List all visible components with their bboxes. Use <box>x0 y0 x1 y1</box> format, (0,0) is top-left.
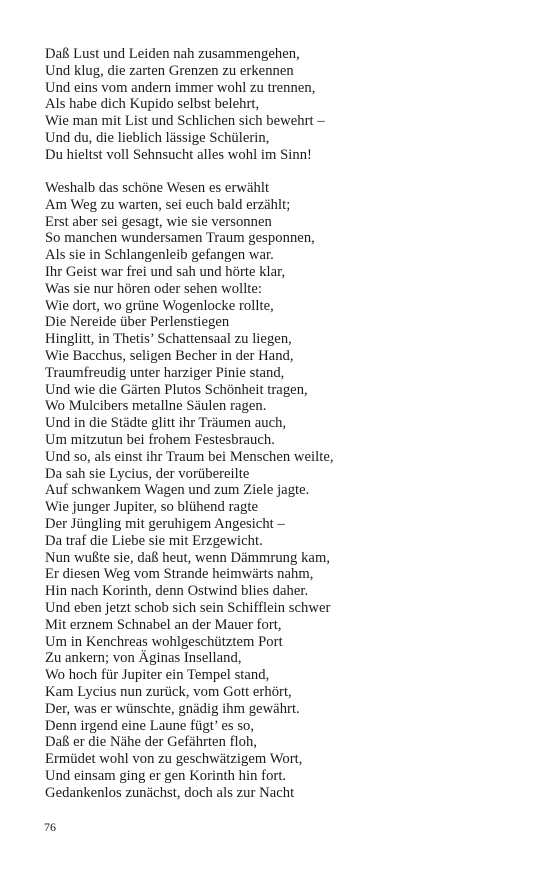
page-number: 76 <box>44 820 56 834</box>
poem-line: Kam Lycius nun zurück, vom Gott erhört, <box>45 683 292 700</box>
poem-line: Da traf die Liebe sie mit Erzgewicht. <box>45 532 263 549</box>
poem-line: Daß Lust und Leiden nah zusammengehen, <box>45 46 300 62</box>
poem-text <box>45 46 515 802</box>
poem-line: Er diesen Weg vom Strande heimwärts nahm, <box>45 566 314 583</box>
stanza <box>45 46 515 164</box>
poem-line: Und eben jetzt schob sich sein Schifflein schwer <box>45 600 331 616</box>
poem-line: Wie junger Jupiter, so blühend ragte <box>45 499 258 516</box>
poem-line: Zu ankern; von Äginas Inselland, <box>45 650 242 667</box>
poem-line: Wie man mit List und Schlichen sich bewehrt – <box>45 113 325 130</box>
poem-line: Denn irgend eine Laune fügt’ es so, <box>45 717 255 734</box>
poem-line: Du hieltst voll Sehnsucht alles wohl im Sinn! <box>45 146 312 163</box>
poem-line: Wo hoch für Jupiter ein Tempel stand, <box>45 667 270 684</box>
poem-line: Die Nereide über Perlenstiegen <box>45 314 230 331</box>
poem-line: Ermüdet wohl von zu geschwätzigem Wort, <box>45 751 303 768</box>
poem-line: Und in die Städte glitt ihr Träumen auch, <box>45 415 287 432</box>
poem-line: Nun wußte sie, daß heut, wenn Dämmrung kam, <box>45 549 331 566</box>
poem-line: Was sie nur hören oder sehen wollte: <box>45 280 263 297</box>
poem-line: Traumfreudig unter harziger Pinie stand, <box>45 364 285 381</box>
poem-line: Um in Kenchreas wohlgeschütztem Port <box>45 633 283 650</box>
poem-line: Ihr Geist war frei und sah und hörte klar, <box>45 264 286 281</box>
poem-line: So manchen wundersamen Traum gesponnen, <box>45 230 315 247</box>
poem-line: Gedankenlos zunächst, doch als zur Nacht <box>45 784 295 801</box>
poem-line: Der Jüngling mit geruhigem Angesicht – <box>45 516 285 533</box>
stanza <box>45 180 515 801</box>
poem-line: Der, was er wünschte, gnädig ihm gewährt. <box>45 700 300 717</box>
poem-line: Wo Mulcibers metallne Säulen ragen. <box>45 398 267 415</box>
poem-line: Als habe dich Kupido selbst belehrt, <box>45 96 260 113</box>
poem-line: Und du, die lieblich lässige Schülerin, <box>45 129 270 146</box>
poem-line: Da sah sie Lycius, der vorübereilte <box>45 465 250 482</box>
poem-line: Erst aber sei gesagt, wie sie versonnen <box>45 213 272 230</box>
poem-line: Wie dort, wo grüne Wogenlocke rollte, <box>45 297 274 314</box>
poem-line: Um mitzutun bei frohem Festesbrauch. <box>45 432 275 449</box>
poem-line: Als sie in Schlangenleib gefangen war. <box>45 247 274 264</box>
poem-line: Hin nach Korinth, denn Ostwind blies daher. <box>45 583 309 600</box>
poem-line: Daß er die Nähe der Gefährten floh, <box>45 734 258 751</box>
poem-line: Und klug, die zarten Grenzen zu erkennen <box>45 62 294 79</box>
poem-line: Und eins vom andern immer wohl zu trennen, <box>45 79 316 96</box>
poem-line: Auf schwankem Wagen und zum Ziele jagte. <box>45 482 310 499</box>
poem-line: Weshalb das schöne Wesen es erwählt <box>45 180 270 197</box>
poem-line: Wie Bacchus, seligen Becher in der Hand, <box>45 348 294 365</box>
poem-line: Mit erznem Schnabel an der Mauer fort, <box>45 616 282 633</box>
poem-line: Hinglitt, in Thetis’ Schattensaal zu liegen, <box>45 331 292 348</box>
poem-line: Am Weg zu warten, sei euch bald erzählt; <box>45 196 291 213</box>
poem-line: Und einsam ging er gen Korinth hin fort. <box>45 767 287 784</box>
poem-line: Und so, als einst ihr Traum bei Menschen weilte, <box>45 448 334 465</box>
poem-line: Und wie die Gärten Plutos Schönheit tragen, <box>45 381 308 398</box>
